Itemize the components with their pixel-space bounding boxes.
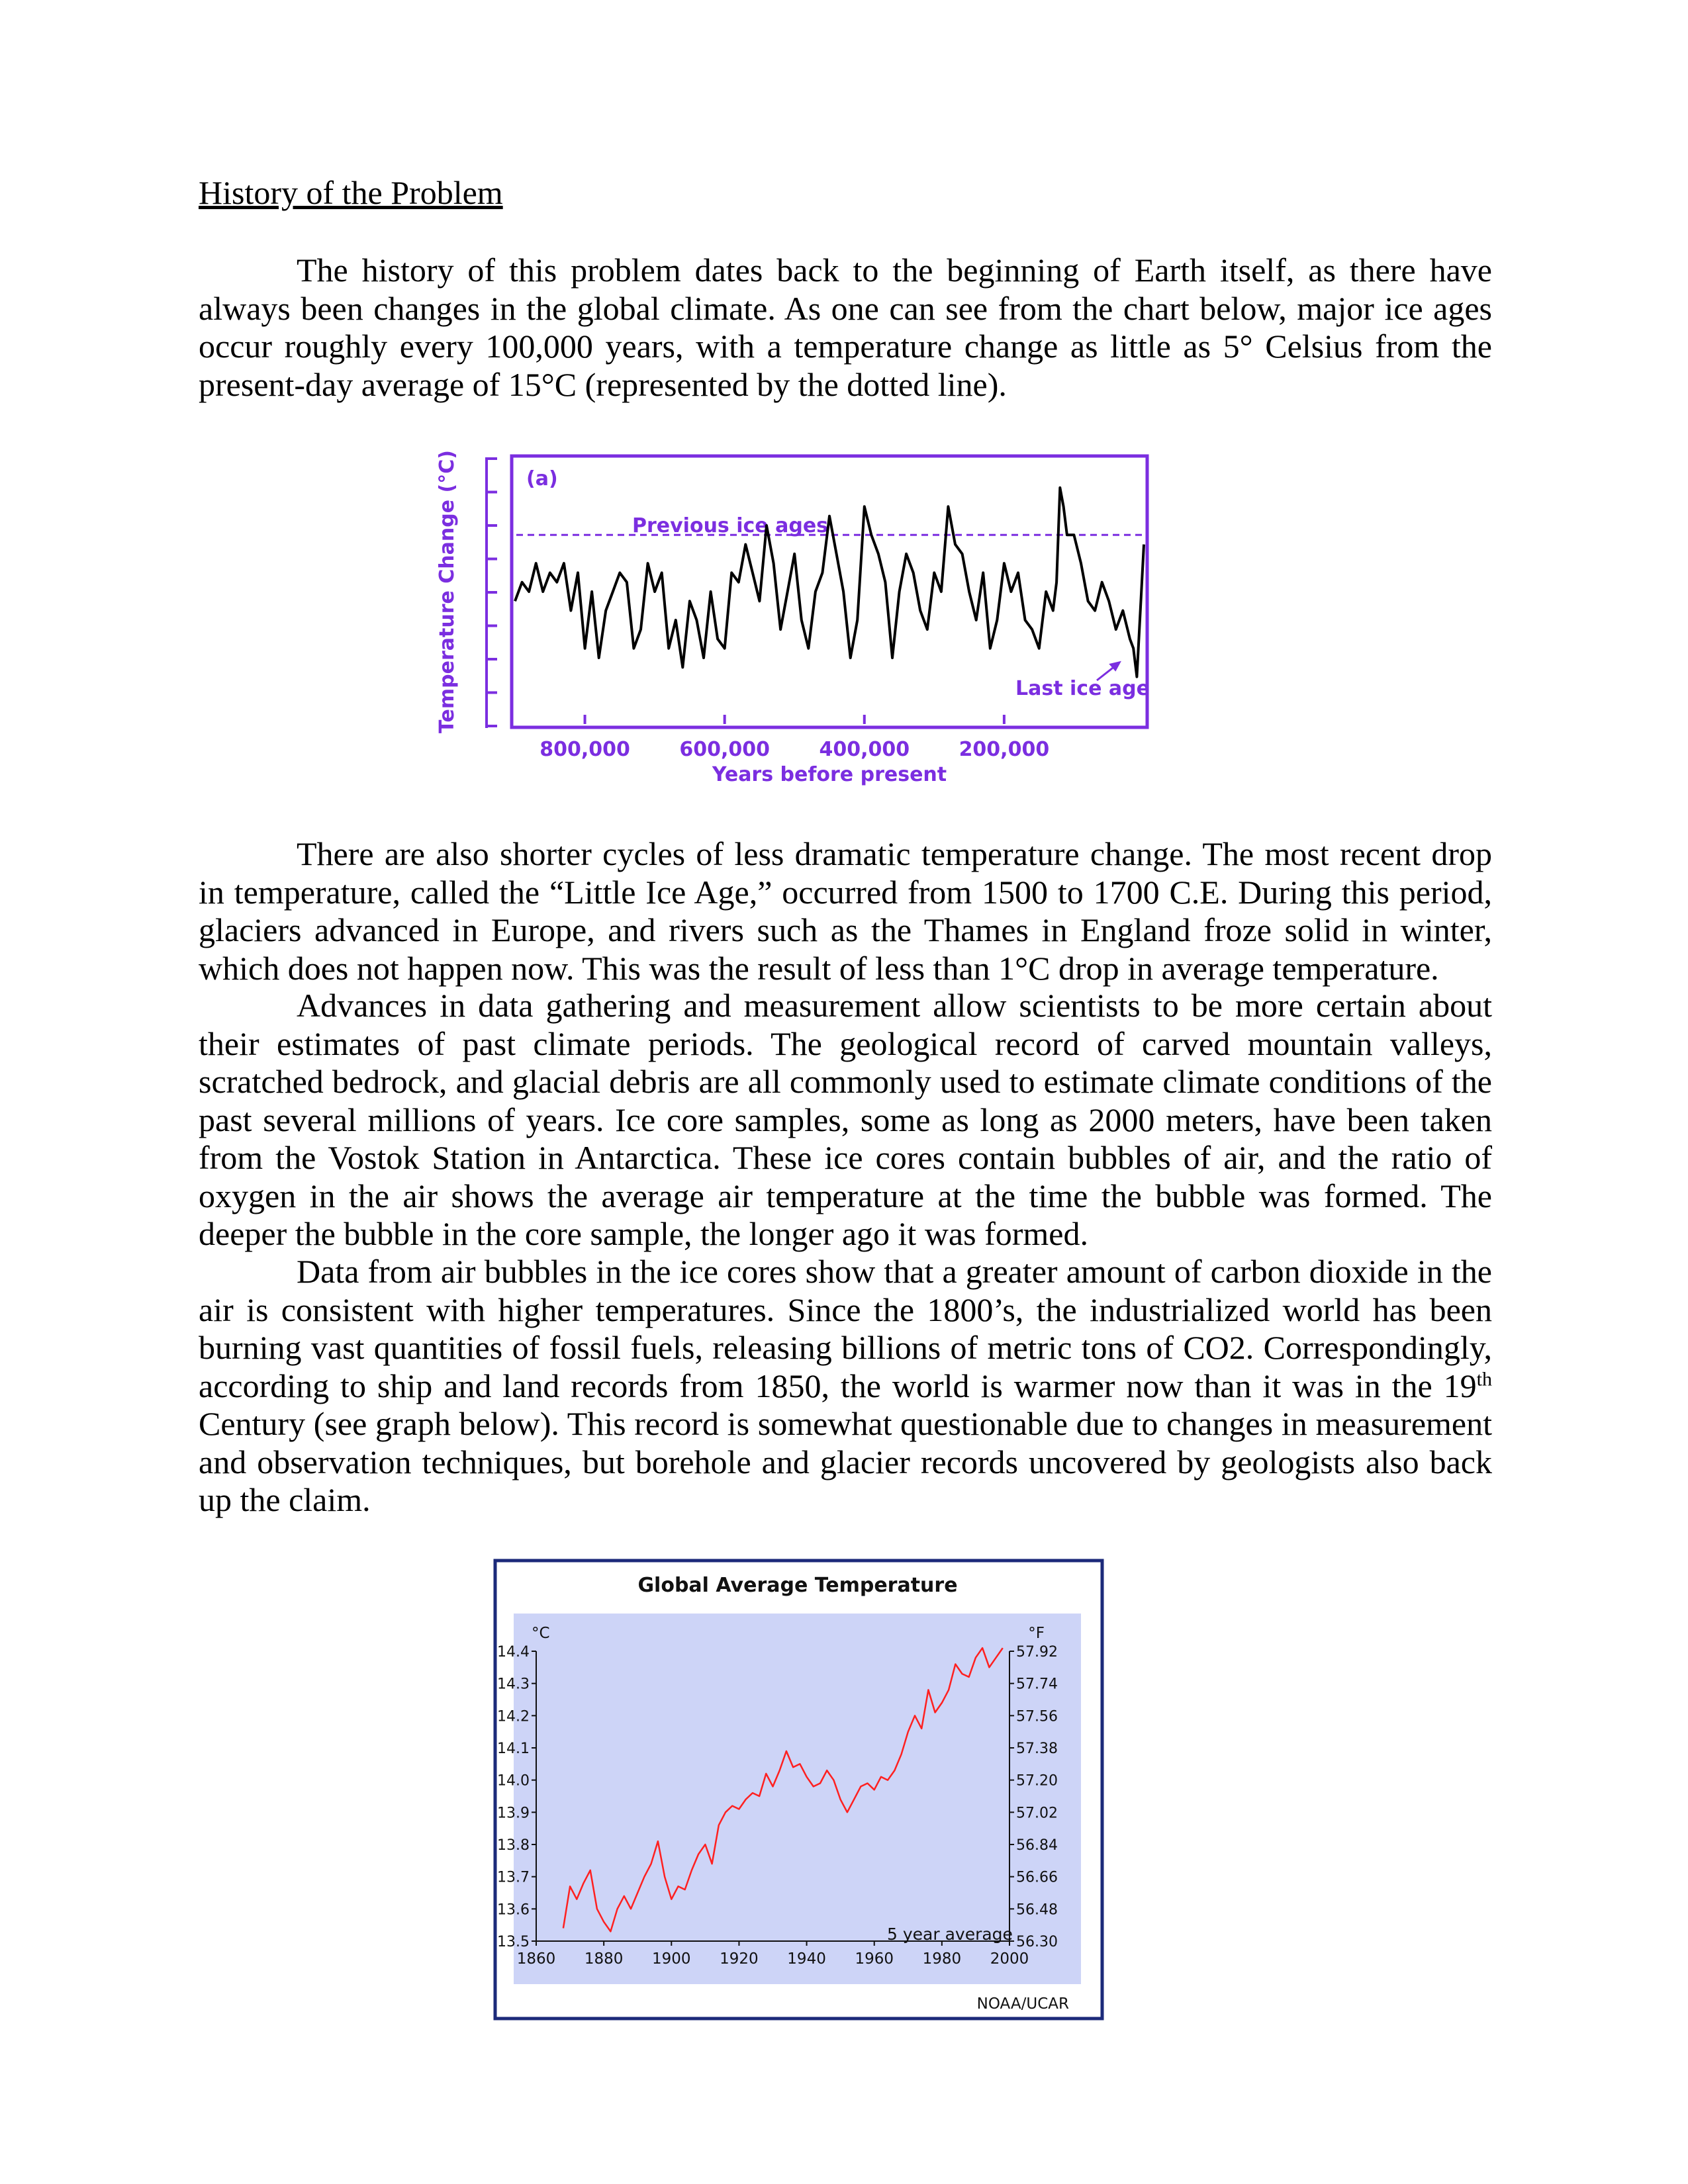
year-tick-label: 1940 [787, 1950, 826, 1968]
year-tick-label: 1920 [720, 1950, 759, 1968]
fahrenheit-tick-label: 56.48 [1016, 1901, 1058, 1919]
fahrenheit-tick-label: 56.84 [1016, 1837, 1058, 1854]
global-temperature-chart [493, 1559, 1105, 2022]
year-tick-label: 1960 [855, 1950, 894, 1968]
celsius-tick-label: 14.0 [497, 1772, 530, 1790]
celsius-tick-label: 13.9 [497, 1805, 530, 1822]
fahrenheit-tick-label: 57.38 [1016, 1741, 1058, 1757]
section-heading: History of the Problem [199, 174, 503, 211]
global-temperature-title: Global Average Temperature [637, 1574, 958, 1597]
year-tick-label: 2000 [990, 1950, 1029, 1968]
paragraph-data-gathering: Advances in data gathering and measurement allow scientists to be more certain about their estimates of past climate periods. The geological record of carved mountain valleys, scratched bedrock, and glacial debris are all commonly used to estimate climate conditions of the past several millions of years. Ice core samples, some as long as 2000 meters, have been taken from the Vostok Station in Antarctica. These ice cores contain bubbles of air, and the ratio of oxygen in the air shows the average air temperature at the time the bubble was formed. The deeper the bubble in the core sample, the longer ago it was formed. [199, 987, 1492, 1252]
celsius-unit-label: °C [532, 1625, 550, 1642]
panel-label: (a) [526, 467, 558, 490]
fahrenheit-tick-label: 57.20 [1016, 1772, 1058, 1790]
x-tick-label: 400,000 [819, 738, 910, 761]
year-tick-label: 1860 [516, 1950, 556, 1968]
ice-age-chart [434, 450, 1162, 794]
fahrenheit-unit-label: °F [1028, 1625, 1045, 1642]
fahrenheit-tick-label: 56.66 [1016, 1869, 1058, 1886]
fahrenheit-tick-label: 57.56 [1016, 1708, 1058, 1725]
x-tick-label: 600,000 [679, 738, 770, 761]
celsius-tick-label: 14.3 [497, 1676, 530, 1693]
paragraph-carbon-dioxide-part2: Century (see graph below). This record is somewhat questionable due to changes in measurement and observation techniques, but borehole and glacier records uncovered by geologists also back up the claim. [199, 1405, 1492, 1518]
x-tick-label: 200,000 [959, 738, 1050, 761]
celsius-tick-label: 14.2 [497, 1708, 530, 1725]
year-tick-label: 1980 [922, 1950, 962, 1968]
celsius-tick-label: 13.5 [497, 1934, 530, 1950]
year-tick-label: 1880 [584, 1950, 624, 1968]
x-tick-label: 800,000 [539, 738, 630, 761]
celsius-tick-label: 13.7 [497, 1869, 530, 1886]
paragraph-carbon-dioxide [199, 1253, 1492, 1520]
year-tick-label: 1900 [652, 1950, 691, 1968]
celsius-tick-label: 14.1 [497, 1741, 530, 1757]
fahrenheit-tick-label: 57.74 [1016, 1676, 1058, 1693]
previous-ice-ages-annotation: Previous ice ages [632, 514, 829, 537]
ice-age-y-label: Temperature Change (°C) [436, 450, 459, 733]
fahrenheit-tick-label: 57.92 [1016, 1644, 1058, 1661]
ice-age-y-axis [487, 457, 497, 728]
paragraph-carbon-dioxide-part1: Data from air bubbles in the ice cores show that a greater amount of carbon dioxide in the air is consistent with higher temperatures. Since the 1800’s, the industrialized world has been burning vast quantities of fossil fuels, releasing billions of metric tons of CO2. Correspondingly, according to ship and land records from 1850, the world is warmer now than it was in the 19 [199, 1253, 1492, 1404]
paragraph-intro: The history of this problem dates back to the beginning of Earth itself, as there have always been changes in the global climate. As one can see from the chart below, major ice ages occur roughly every 100,000 years, with a temperature change as little as 5° Celsius from the present-day average of 15°C (represented by the dotted line). [199, 251, 1492, 403]
celsius-tick-label: 13.8 [497, 1837, 530, 1854]
last-ice-age-annotation: Last ice age [1015, 677, 1150, 700]
ice-age-x-label: Years before present [712, 763, 947, 786]
celsius-tick-label: 14.4 [497, 1644, 530, 1661]
fahrenheit-tick-label: 56.30 [1016, 1934, 1058, 1950]
superscript-th: th [1476, 1367, 1492, 1390]
paragraph-little-ice-age: There are also shorter cycles of less dramatic temperature change. The most recent drop in temperature, called the “Little Ice Age,” occurred from 1500 to 1700 C.E. During this period, glaciers advanced in Europe, and rivers such as the Thames in England froze solid in winter, which does not happen now. This was the result of less than 1°C drop in average temperature. [199, 835, 1492, 987]
celsius-tick-label: 13.6 [497, 1901, 530, 1919]
five-year-average-annotation: 5 year average [887, 1925, 1013, 1944]
source-label: NOAA/UCAR [976, 1995, 1069, 2013]
fahrenheit-tick-label: 57.02 [1016, 1805, 1058, 1822]
